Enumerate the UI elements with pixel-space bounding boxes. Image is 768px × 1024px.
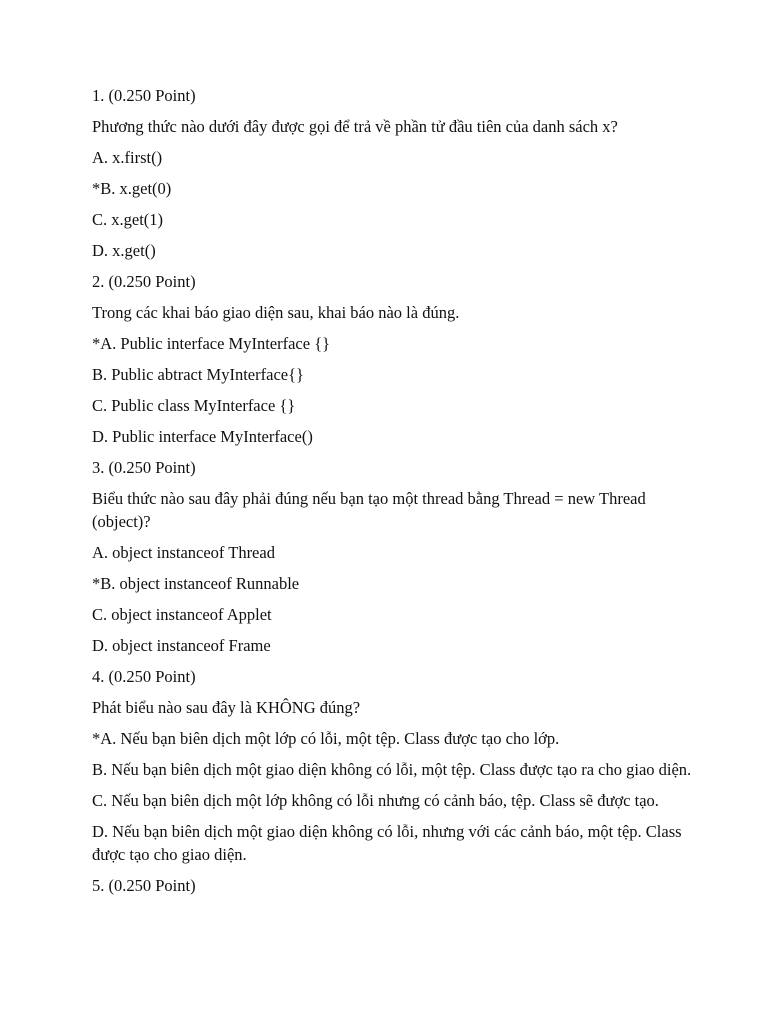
question-5-number: 5. (0.250 Point)	[92, 876, 196, 895]
quiz-document	[92, 84, 692, 905]
question-2-text: Trong các khai báo giao diện sau, khai báo nào là đúng.	[92, 303, 460, 322]
question-4-number: 4. (0.250 Point)	[92, 667, 196, 686]
question-2-option-b: B. Public abtract MyInterface{}	[92, 365, 304, 384]
question-2-option-a: *A. Public interface MyInterface {}	[92, 334, 331, 353]
question-3-option-b: *B. object instanceof Runnable	[92, 574, 300, 593]
question-2-option-c: C. Public class MyInterface {}	[92, 396, 296, 415]
question-4-option-c: C. Nếu bạn biên dịch một lớp không có lỗi nhưng có cảnh báo, tệp. Class sẽ được tạo.	[92, 791, 659, 810]
question-1-text: Phương thức nào dưới đây được gọi để trả về phần tử đầu tiên của danh sách x?	[92, 117, 618, 136]
question-3-option-a: A. object instanceof Thread	[92, 543, 275, 562]
question-1-option-d: D. x.get()	[92, 241, 156, 260]
question-4-text: Phát biểu nào sau đây là KHÔNG đúng?	[92, 698, 361, 717]
question-4-option-d: D. Nếu bạn biên dịch một giao diện không có lỗi, nhưng với các cảnh báo, một tệp. Class được tạo cho giao diện.	[92, 822, 682, 864]
question-4-option-a: *A. Nếu bạn biên dịch một lớp có lỗi, một tệp. Class được tạo cho lớp.	[92, 729, 560, 748]
question-3-option-d: D. object instanceof Frame	[92, 636, 271, 655]
question-1-number: 1. (0.250 Point)	[92, 86, 196, 105]
question-2-number: 2. (0.250 Point)	[92, 272, 196, 291]
question-1-option-a: A. x.first()	[92, 148, 163, 167]
question-1-option-c: C. x.get(1)	[92, 210, 164, 229]
question-3-number: 3. (0.250 Point)	[92, 458, 196, 477]
question-3-text: Biểu thức nào sau đây phải đúng nếu bạn tạo một thread bằng Thread = new Thread (object)?	[92, 489, 646, 531]
question-2-option-d: D. Public interface MyInterface()	[92, 427, 313, 446]
question-1-option-b: *B. x.get(0)	[92, 179, 172, 198]
question-3-option-c: C. object instanceof Applet	[92, 605, 272, 624]
question-4-option-b: B. Nếu bạn biên dịch một giao diện không có lỗi, một tệp. Class được tạo ra cho giao diện.	[92, 760, 692, 779]
